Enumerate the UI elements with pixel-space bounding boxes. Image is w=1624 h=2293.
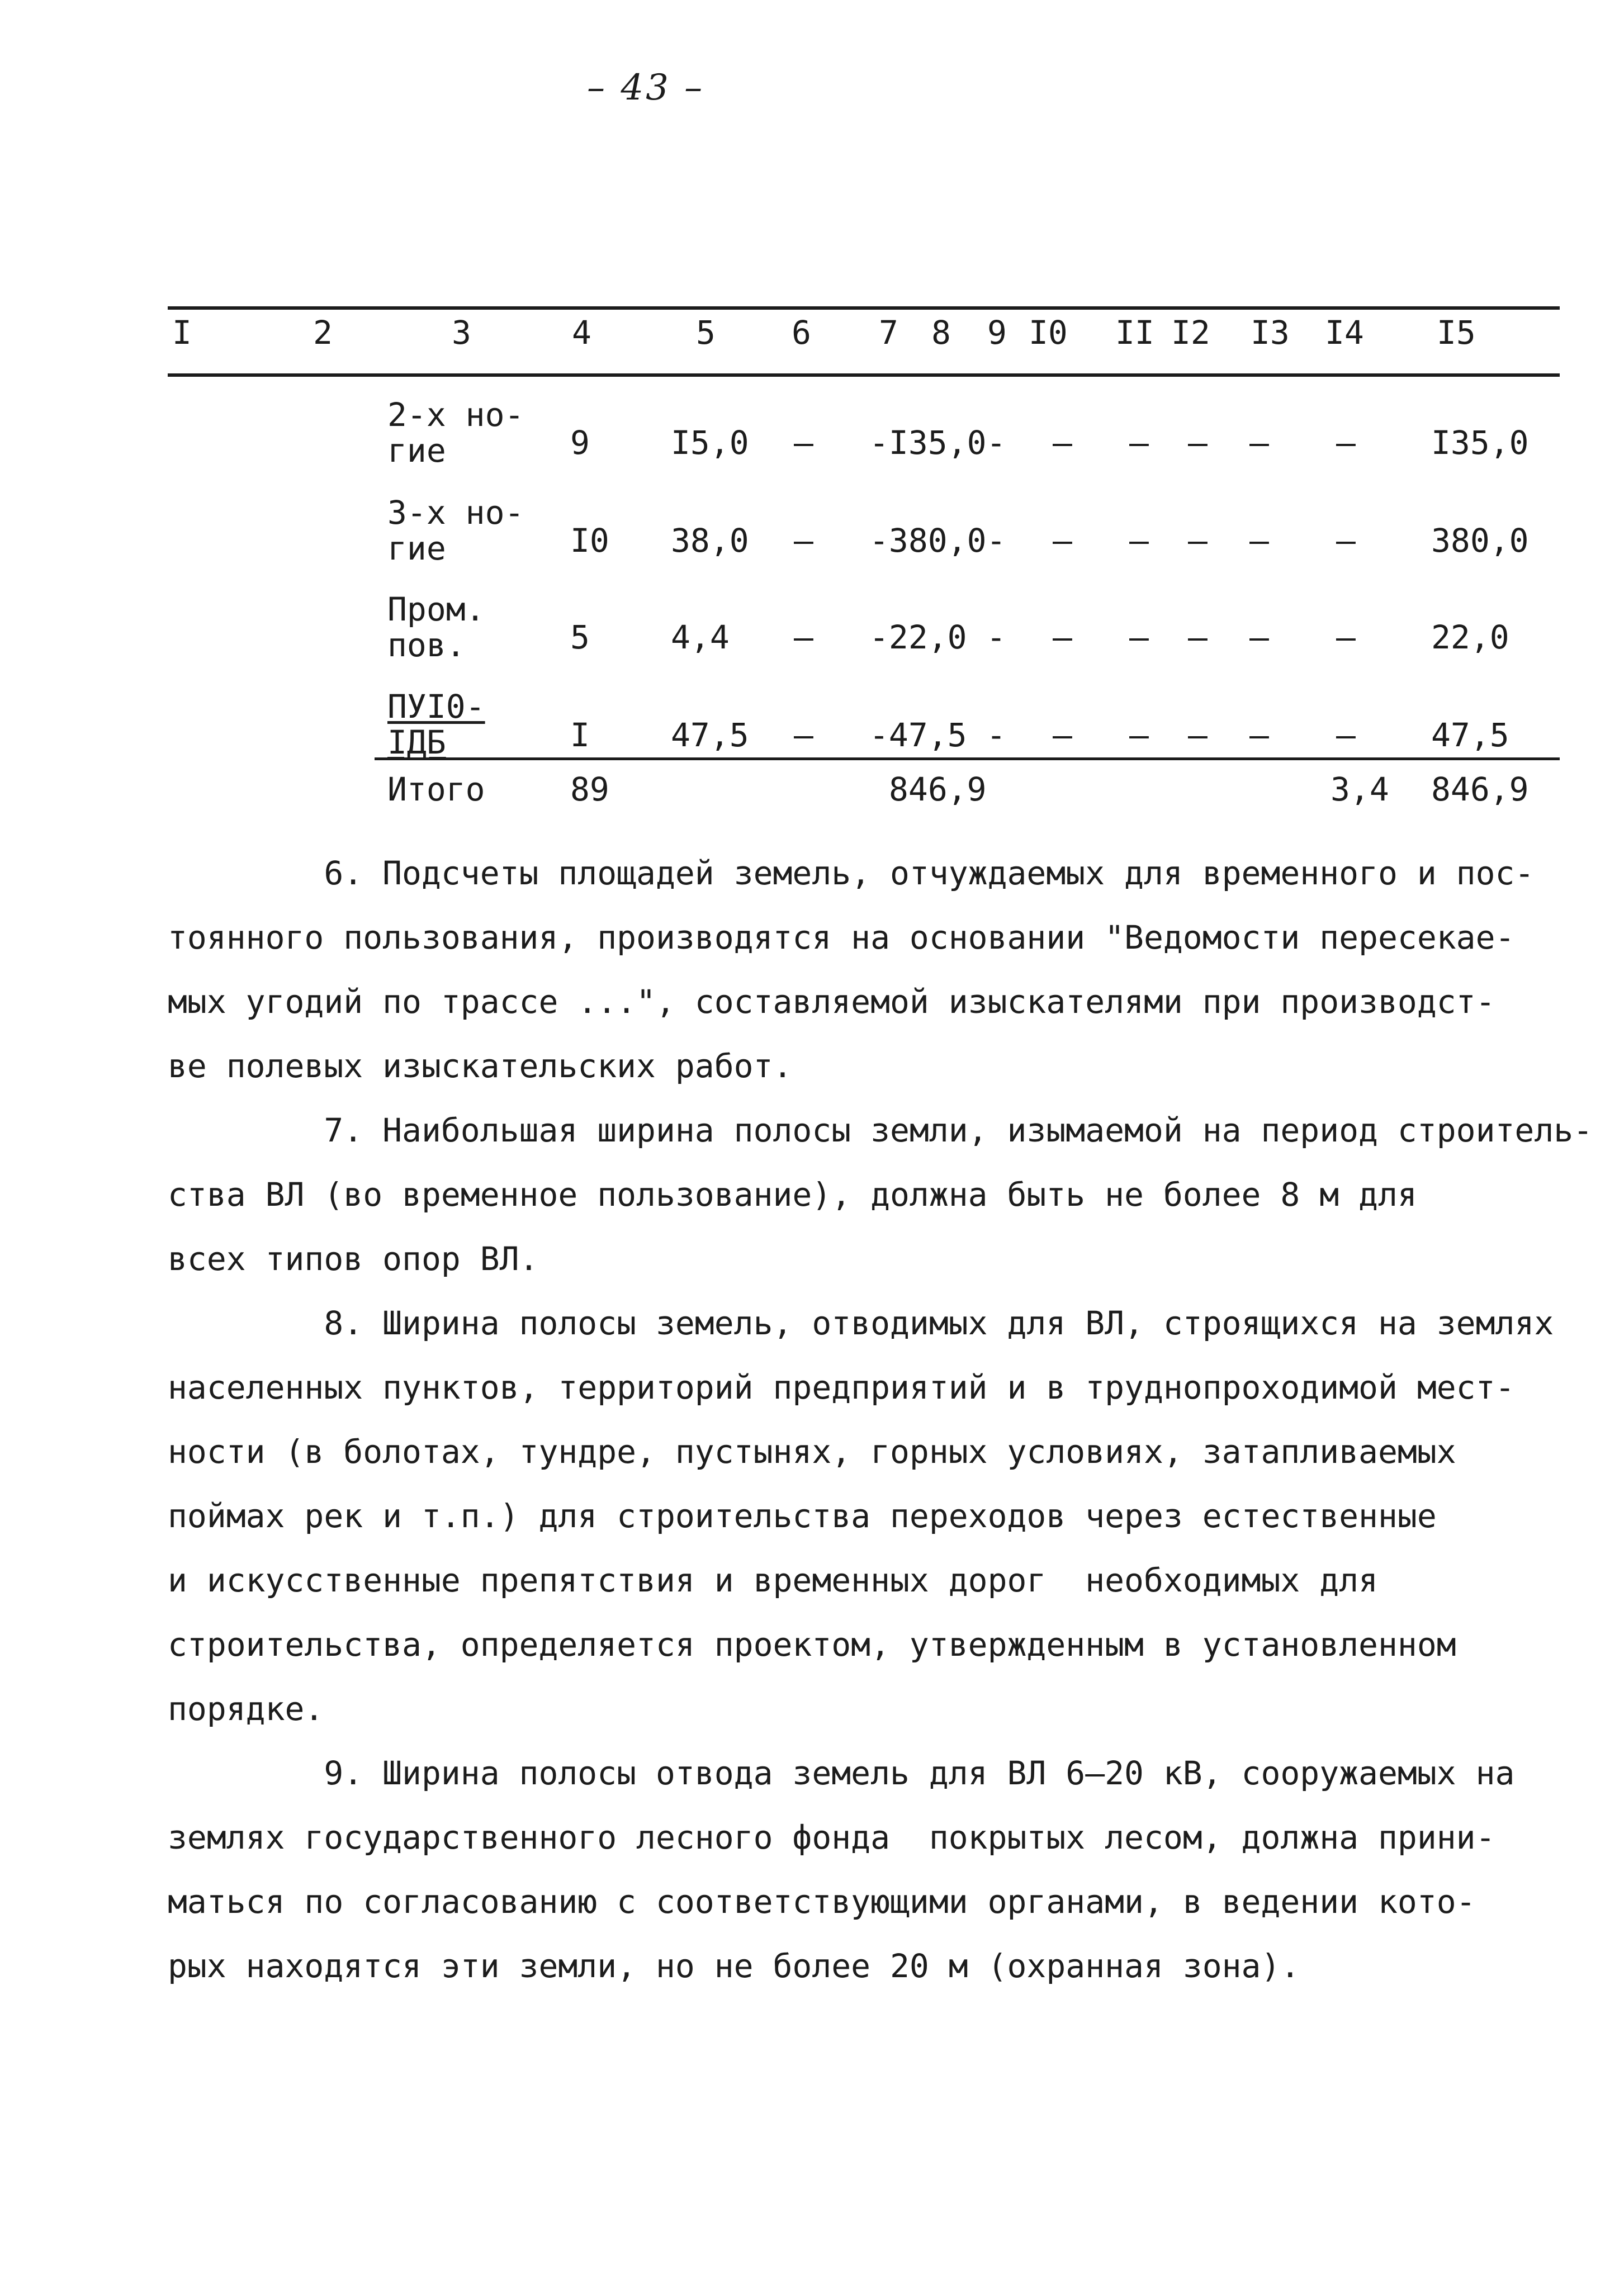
cell: 380,0 <box>1431 522 1529 560</box>
paragraph-8 <box>168 1291 1565 1741</box>
paragraph-9 <box>168 1741 1565 1998</box>
cell: – <box>1249 618 1269 656</box>
cell: 4,4 <box>671 618 730 656</box>
cell: – <box>1249 522 1269 560</box>
paragraph-6 <box>168 841 1565 1098</box>
cell: – <box>1336 618 1356 656</box>
column-header: I3 <box>1251 314 1290 352</box>
cell: – <box>1188 716 1208 754</box>
cell: 47,5 <box>671 716 749 754</box>
cell: – <box>1129 716 1149 754</box>
row-name: 3-х но- гие <box>387 494 524 567</box>
text-line: 9. Ширина полосы отвода земель для ВЛ 6–20 кВ, сооружаемых на <box>168 1754 1515 1792</box>
cell: – <box>1188 618 1208 656</box>
cell: I <box>570 716 590 754</box>
cell: I0 <box>570 522 609 560</box>
cell: 22,0 <box>1431 618 1509 656</box>
cell: – <box>1336 424 1356 462</box>
paragraph-7 <box>168 1098 1593 1291</box>
text-line: населенных пунктов, территорий предприятий и в труднопроходимой мест- <box>168 1368 1515 1406</box>
table-top-rule <box>168 306 1560 310</box>
text-line: маться по согласованию с соответствующими органами, в ведении кото- <box>168 1883 1476 1921</box>
text-line: порядке. <box>168 1690 324 1728</box>
total-cell: 3,4 <box>1331 770 1389 808</box>
cell: I35,0 <box>1431 424 1529 462</box>
column-header: 5 <box>696 314 716 352</box>
cell: – <box>794 424 813 462</box>
text-line: 7. Наибольшая ширина полосы земли, изымаемой на период строитель- <box>168 1111 1593 1149</box>
cell: – <box>1188 522 1208 560</box>
column-header: 7 <box>879 314 898 352</box>
total-cell: 846,9 <box>889 770 987 808</box>
cell: – <box>1053 618 1072 656</box>
table-total-rule <box>375 757 1560 760</box>
row-name: Пром. пов. <box>387 590 485 664</box>
column-header: I <box>172 314 192 352</box>
text-line: 6. Подсчеты площадей земель, отчуждаемых для временного и пос- <box>168 854 1535 892</box>
cell: – <box>1336 716 1356 754</box>
column-header: 2 <box>313 314 333 352</box>
column-header: I2 <box>1171 314 1210 352</box>
cell: -380,0- <box>869 522 1006 560</box>
text-line: и искусственные препятствия и временных дорог необходимых для <box>168 1561 1378 1599</box>
text-line: поймах рек и т.п.) для строительства переходов через естественные <box>168 1497 1437 1535</box>
cell: 9 <box>570 424 590 462</box>
page-number: – 43 – <box>587 67 705 108</box>
cell: – <box>1129 618 1149 656</box>
cell: – <box>1249 424 1269 462</box>
row-name: ПУI0- IДБ <box>387 688 485 761</box>
text-line: ве полевых изыскательских работ. <box>168 1047 793 1085</box>
cell: – <box>1129 424 1149 462</box>
cell: -22,0 - <box>869 618 1006 656</box>
text-line: строительства, определяется проектом, утвержденным в установленном <box>168 1626 1456 1664</box>
cell: – <box>1129 522 1149 560</box>
total-cell: 89 <box>570 770 609 808</box>
text-line: ства ВЛ (во временное пользование), должна быть не более 8 м для <box>168 1176 1417 1214</box>
text-line: землях государственного лесного фонда покрытых лесом, должна прини- <box>168 1818 1495 1856</box>
cell: 38,0 <box>671 522 749 560</box>
text-line: всех типов опор ВЛ. <box>168 1240 539 1278</box>
cell: -47,5 - <box>869 716 1006 754</box>
row-name: 2-х но- гие <box>387 396 524 470</box>
cell: – <box>1188 424 1208 462</box>
text-line: рых находятся эти земли, но не более 20 м (охранная зона). <box>168 1947 1300 1985</box>
column-header: II <box>1115 314 1154 352</box>
cell: – <box>1336 522 1356 560</box>
cell: – <box>1053 424 1072 462</box>
text-line: мых угодий по трассе ...", составляемой изыскателями при производст- <box>168 983 1495 1021</box>
column-header: 6 <box>792 314 811 352</box>
text-line: тоянного пользования, производятся на основании "Ведомости пересекае- <box>168 918 1515 956</box>
cell: – <box>794 716 813 754</box>
table-header-rule <box>168 373 1560 377</box>
text-line: 8. Ширина полосы земель, отводимых для ВЛ, строящихся на землях <box>168 1304 1554 1342</box>
total-label: Итого <box>387 770 485 808</box>
cell: – <box>794 522 813 560</box>
column-header: I0 <box>1029 314 1068 352</box>
column-header: I5 <box>1437 314 1476 352</box>
cell: – <box>794 618 813 656</box>
column-header: 8 <box>931 314 951 352</box>
cell: -I35,0- <box>869 424 1006 462</box>
column-header: 3 <box>452 314 471 352</box>
cell: – <box>1249 716 1269 754</box>
column-header: 9 <box>987 314 1007 352</box>
column-header: I4 <box>1325 314 1364 352</box>
cell: – <box>1053 522 1072 560</box>
cell: 5 <box>570 618 590 656</box>
cell: I5,0 <box>671 424 749 462</box>
column-header: 4 <box>572 314 591 352</box>
total-cell: 846,9 <box>1431 770 1529 808</box>
text-line: ности (в болотах, тундре, пустынях, горных условиях, затапливаемых <box>168 1433 1456 1471</box>
cell: 47,5 <box>1431 716 1509 754</box>
cell: – <box>1053 716 1072 754</box>
